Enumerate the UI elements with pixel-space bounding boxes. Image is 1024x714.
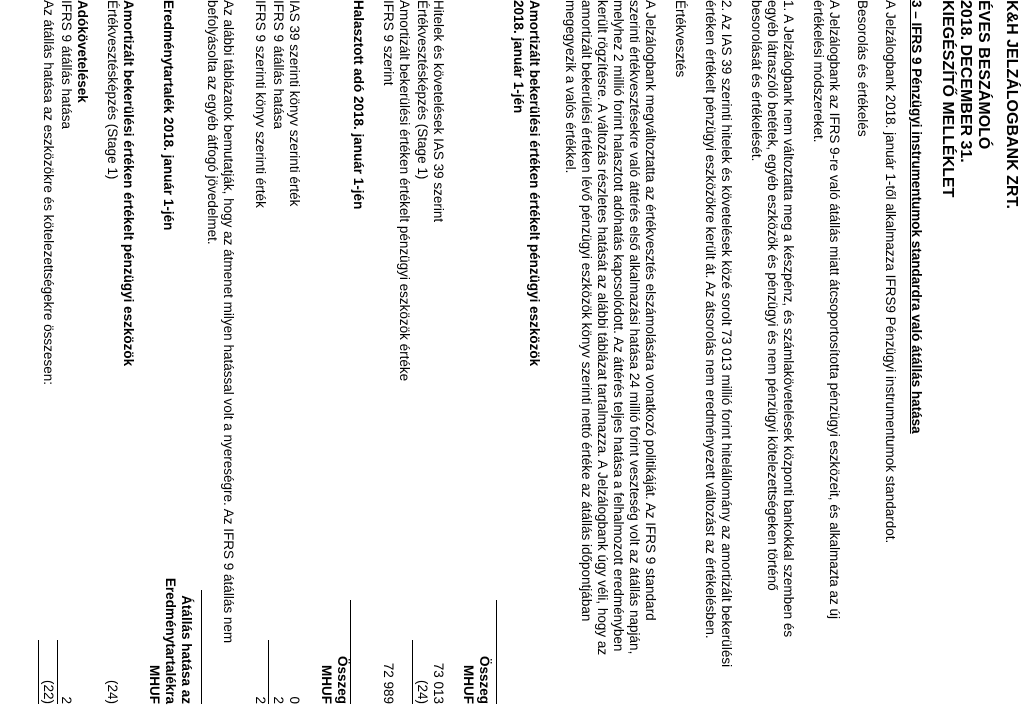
table1-title-line2: 2018. január 1-jén	[511, 0, 526, 114]
table2-row-value: 2	[271, 696, 286, 704]
table1-col-header: Összeg	[477, 655, 492, 704]
impairment-line1: A Jelzálogbank megváltoztatta az értékvesztés elszámolására vonatkozó politikáját. Az IFRS 9 standard	[643, 0, 658, 621]
classification-paragraph: A Jelzálogbank az IFRS 9-re való átállás miatt átcsoportosította pénzügyi eszközeit, és alkalmazta az új értékelési módszereket.	[811, 0, 842, 620]
table1-subtotal-rule	[412, 640, 413, 704]
table2-header-rule	[350, 600, 351, 704]
intro-text: A Jelzálogbank 2018. január 1-től alkalmazza IFRS9 Pénzügyi instrumentumok standardot.	[883, 0, 898, 544]
transition-paragraph-line2: befolyásolta az egyéb átfogó jövedelmet.	[205, 0, 220, 245]
table2-row-value: 0	[287, 696, 302, 704]
table2-subtotal-rule	[268, 640, 269, 704]
table1-row-label: Amortizált bekerülési értéken értékelt pénzügyi eszközök értéke	[397, 0, 412, 382]
point2-line1: 2. Az IAS 39 szerinti hitelek és követelések közé sorolt 73 013 millió forint hitelállomány az amortizált bekerülési	[719, 0, 734, 668]
table3-total-rule	[38, 640, 39, 704]
table2-row-label: IFRS 9 átállás hatása	[271, 0, 286, 130]
table1-row-label: IFRS 9 szerint	[381, 0, 396, 86]
table2-col-unit: MHUF	[319, 665, 334, 704]
transition-paragraph-line1: Az alábbi táblázatok bemutatják, hogy az átmenet milyen hatással volt a nyereségre. Az IFRS 9 átállás nem	[221, 0, 236, 644]
table3-subtotal-rule	[57, 640, 58, 704]
impairment-line5: amortizált bekerülési értéken lévő pénzügyi eszközök könyv szerinti nettó értéke az átállás időpontjában	[579, 0, 594, 622]
table1-row-label: Hitelek és követelések IAS 39 szerint	[431, 0, 446, 223]
report-date: 2018. DECEMBER 31.	[957, 0, 974, 163]
table3-group-heading: Amortizált bekerülési értéken értékelt pénzügyi eszközök	[121, 0, 136, 367]
point1-line1: 1. A Jelzálogbank nem változtatta meg a készpénz, és számlakövetelések központi bankokkal szemben és	[781, 0, 796, 638]
table1-title-line1: Amortizált bekerülési értéken értékelt pénzügyi eszközök	[527, 0, 542, 367]
section-title: 3 – IFRS 9 Pénzügyi instrumentumok standardra való átállás hatása	[909, 0, 924, 434]
table1-row-value: (24)	[415, 679, 430, 704]
impairment-line4: került rögzítésre. A változás részletes hatását az alábbi táblázat tartalmazza. A Jelzálogbank úgy véli, hogy az	[595, 0, 610, 656]
table1-row-label: Értékvesztésképzés (Stage 1)	[415, 0, 430, 180]
table2-title: Halasztott adó 2018. január 1-jén	[351, 0, 366, 210]
annex-title: KIEGÉSZÍTŐ MELLÉKLET	[939, 0, 956, 198]
table2-total-value: 2	[253, 696, 268, 704]
impairment-line2: szerinti értékvesztésekre való áttérés első alkalmazási hatása 24 millió forint veszteség volt az átállás napján,	[627, 0, 642, 655]
table3-group-heading: Adókövetelések	[75, 0, 90, 103]
table1-col-unit: MHUF	[461, 665, 476, 704]
point1-line3: besorolását és értékelését.	[749, 0, 764, 162]
table3-row-value: (24)	[105, 679, 120, 704]
table2-row-label: IFRS 9 szerinti könyv szerinti érték	[253, 0, 268, 208]
report-title: ÉVES BESZÁMOLÓ	[975, 0, 992, 150]
table3-col-header: Eredménytartalékra	[163, 577, 178, 704]
impairment-line3: melyhez 2 millió forint halasztott adóhatás kapcsolódott. Az áttérés teljes hatása a felhalmozott eredményben	[611, 0, 626, 652]
classification-heading: Besorolás és értékelés	[855, 0, 870, 137]
point2-line2: értéken értékelt pénzügyi eszközökre került át. Az átsorolás nem eredményezett változást az értékelésben.	[703, 0, 718, 639]
table3-col-header: Átállás hatása az	[179, 595, 194, 704]
table2-col-header: Összeg	[335, 655, 350, 704]
point1-line2: egyéb látraszóló betétek, egyéb eszközök és pénzügyi és nem pénzügyi kötelezettségeken történő	[765, 0, 780, 591]
impairment-heading: Értékvesztés	[673, 0, 688, 78]
company-name: K&H JELZÁLOGBANK ZRT.	[1003, 0, 1020, 209]
table3-row-label: IFRS 9 átállás hatása	[59, 0, 74, 130]
table3-title: Eredménytartalék 2018. január 1-jén	[161, 0, 176, 231]
table3-total-value: (22)	[41, 679, 56, 704]
table3-total-label: Az átállás hatása az eszközökre és kötelezettségekre összesen:	[41, 0, 56, 385]
table1-header-rule	[496, 600, 497, 704]
table1-total-value: 72 989	[381, 662, 396, 704]
table2-row-label: IAS 39 szerinti könyv szerinti érték	[287, 0, 302, 207]
table1-row-value: 73 013	[431, 662, 446, 704]
table3-row-label: Értékvesztésképzés (Stage 1)	[105, 0, 120, 180]
impairment-line6: megegyezik a valós értékkel.	[563, 0, 578, 174]
table3-row-value: 2	[59, 696, 74, 704]
table3-header-rule	[201, 590, 202, 704]
table3-col-unit: MHUF	[147, 665, 162, 704]
